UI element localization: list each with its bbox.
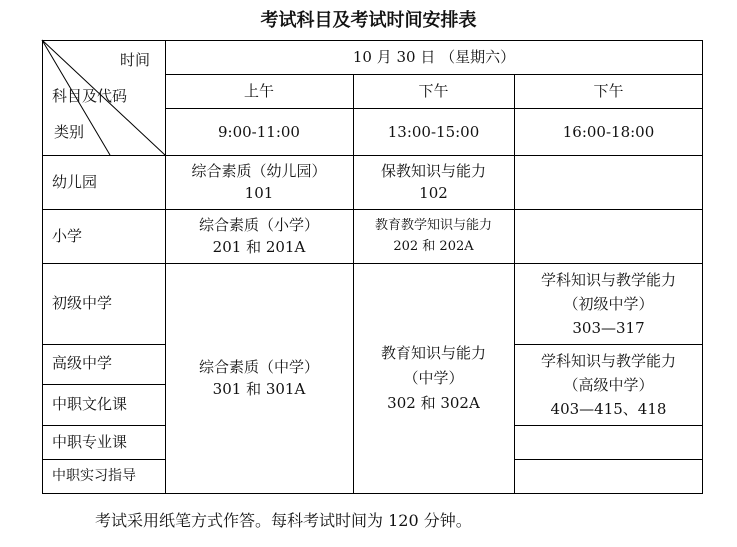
subject-code: 303—317 bbox=[572, 318, 645, 337]
subject-name: 综合素质（中学） bbox=[198, 358, 319, 376]
cell-kindergarten-am bbox=[165, 155, 353, 209]
time-label: 时间 bbox=[120, 51, 151, 69]
cell-kindergarten-pm bbox=[353, 155, 514, 209]
subject-sub: （高级中学） bbox=[563, 375, 654, 394]
subject-name: 综合素质（小学） bbox=[198, 216, 319, 234]
category-vocational-culture: 中职文化课 bbox=[52, 395, 128, 413]
cell-senior-late bbox=[514, 344, 703, 425]
subject-code: 302 和 302A bbox=[387, 393, 480, 412]
subject-code: 101 bbox=[244, 184, 274, 202]
cell-middle-pm bbox=[353, 263, 514, 493]
cell-middle-am bbox=[165, 263, 353, 493]
subject-name: 学科知识与教学能力 bbox=[540, 270, 676, 289]
subject-code: 301 和 301A bbox=[212, 380, 306, 398]
session-time: 9:00-11:00 bbox=[218, 122, 300, 141]
subject-name: 教育教学知识与能力 bbox=[374, 218, 492, 233]
page-title: 考试科目及考试时间安排表 bbox=[260, 10, 477, 31]
session-time: 13:00-15:00 bbox=[387, 122, 480, 141]
subject-code: 201 和 201A bbox=[212, 238, 306, 256]
cell-primary-pm bbox=[353, 209, 514, 263]
subject-code: 403—415、418 bbox=[550, 399, 667, 418]
category-primary: 小学 bbox=[52, 227, 83, 245]
cell-junior-late bbox=[514, 263, 703, 344]
category-kindergarten: 幼儿园 bbox=[52, 173, 98, 191]
subject-code: 102 bbox=[419, 184, 448, 202]
subject-sub: （中学） bbox=[403, 368, 464, 387]
subject-name: 综合素质（幼儿园） bbox=[191, 162, 327, 180]
subject-name: 保教知识与能力 bbox=[380, 162, 486, 180]
category-vocational-practice: 中职实习指导 bbox=[52, 468, 136, 484]
session-time: 16:00-18:00 bbox=[562, 122, 655, 141]
cell-primary-am bbox=[165, 209, 353, 263]
subject-name: 学科知识与教学能力 bbox=[540, 351, 676, 370]
subject-code: 202 和 202A bbox=[393, 239, 474, 254]
category-label: 类别 bbox=[54, 123, 85, 141]
subject-code-label: 科目及代码 bbox=[52, 87, 128, 105]
subject-sub: （初级中学） bbox=[563, 294, 654, 313]
category-vocational-professional: 中职专业课 bbox=[52, 433, 128, 451]
footer-note: 考试采用纸笔方式作答。每科考试时间为 120 分钟。 bbox=[95, 511, 472, 530]
session-period: 下午 bbox=[418, 82, 449, 100]
exam-date: 10 月 30 日 （星期六） bbox=[352, 48, 516, 66]
subject-name: 教育知识与能力 bbox=[380, 343, 486, 362]
category-junior-middle: 初级中学 bbox=[52, 294, 113, 312]
category-senior-middle: 高级中学 bbox=[52, 354, 113, 372]
session-period: 上午 bbox=[243, 82, 274, 100]
session-period: 下午 bbox=[593, 82, 624, 100]
